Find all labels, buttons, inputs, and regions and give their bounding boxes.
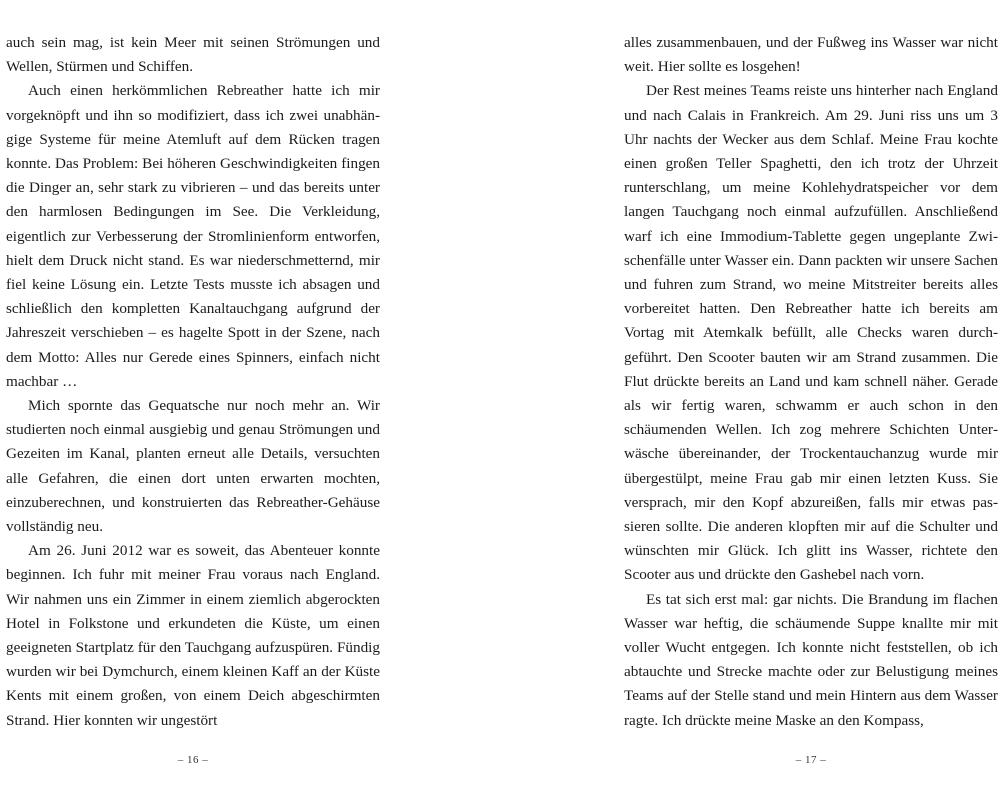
paragraph: auch sein mag, ist kein Meer mit seinen Strömungen und Wellen, Stürmen und Schiffen. [6, 34, 380, 76]
paragraph: alles zusammenbauen, und der Fußweg ins Wasser war nicht weit. Hier sollte es losgehen! [624, 34, 998, 76]
paragraph: Es tat sich erst mal: gar nichts. Die Brandung im flachen Wasser war heftig, die schäumende Suppe knallte mir mit voller Wucht entgegen. Ich konnte nicht feststellen, ob ich abtauchte und Strecke machte oder zur Belustigung meines Teams auf der Stelle stand und mein Hintern aus dem Wasser ragte. Ich drückte meine Maske an den Kompass, [624, 590, 998, 729]
paragraph: Mich spornte das Gequatsche nur noch mehr an. Wir studierten noch einmal ausgiebig und genau Strömungen und Gezeiten im Kanal, planten erneut alle Details, versuchten alle Gefahren, die einen dort unten erwarten mochten, einzuberechnen, und konstruierten das Rebreather-Gehäuse vollständig neu. [6, 397, 380, 536]
paragraph: Der Rest meines Teams reiste uns hinterher nach England und nach Calais in Frankreich. Am 29. Juni riss uns um 3 Uhr nachts der Wecker aus dem Schlaf. Meine Frau kochte einen großen Teller Spaghetti, den ich trotz der Uhrzeit runterschlang, um meine Kohlehydratspeicher vor dem langen Tauchgang noch einmal aufzufüllen. Anschließend warf ich eine Immodium-Tablette gegen ungeplante Zwischenfälle unter Wasser ein. Dann packten wir unsere Sachen und fuhren zum Strand, wo meine Mitstreiter bereits alles vorbereitet hatten. Den Rebreather hatte ich bereits am Vortag mit Atemkalk befüllt, alle Checks waren durchgeführt. Den Scooter bauten wir am Strand zusammen. Die Flut drückte bereits an Land und kam schnell näher. Gerade als wir fertig waren, schwamm er auch schon in den schäumenden Wellen. Ich zog mehrere Schichten Unterwäsche übereinander, der Trockentauchanzug wurde mir übergestülpt, meine Frau gab mir einen letzten Kuss. Sie versprach, mir den Kopf abzureißen, falls mir etwas passieren sollte. Die anderen klopften mir auf die Schulter und wünschten mir Glück. Ich glitt ins Wasser, richtete den Scooter aus und drückte den Gashebel nach vorn. [624, 82, 998, 584]
right-page-body [624, 31, 998, 733]
left-page [6, 31, 380, 771]
paragraph: Auch einen herkömmlichen Rebreather hatte ich mir vorgeknöpft und ihn so modifiziert, dass ich zwei unabhängige Systeme für meine Atemluft auf dem Rücken tragen konnte. Das Problem: Bei höheren Geschwindigkeiten fingen die Dinger an, sehr stark zu vibrieren – und das bereits unter den harmlosen Bedingungen im See. Die Verkleidung, eigentlich zur Verbesserung der Stromlinienform entworfen, hielt dem Druck nicht stand. Es war niederschmetternd, mir fiel keine Lösung ein. Letzte Tests musste ich absagen und schließlich den kompletten Kanaltauchgang aufgrund der Jahreszeit verschieben – es hagelte Spott in der Szene, nach dem Motto: Alles nur Gerede eines Spinners, einfach nicht machbar … [6, 82, 380, 390]
page-number: – 17 – [795, 754, 827, 766]
right-page [624, 31, 998, 771]
page-number: – 16 – [177, 754, 209, 766]
left-page-body [6, 31, 380, 733]
paragraph: Am 26. Juni 2012 war es soweit, das Abenteuer konnte beginnen. Ich fuhr mit meiner Frau voraus nach England. Wir nahmen uns ein Zimmer in einem ziemlich abgerockten Hotel in Folkstone und erkundeten die Küste, um einen geeigneten Startplatz für den Tauchgang aufzuspüren. Fündig wurden wir bei Dymchurch, einem kleinen Kaff an der Küste Kents mit einem großen, von einem Deich abgeschirmten Strand. Hier konnten wir ungestört [6, 542, 380, 729]
